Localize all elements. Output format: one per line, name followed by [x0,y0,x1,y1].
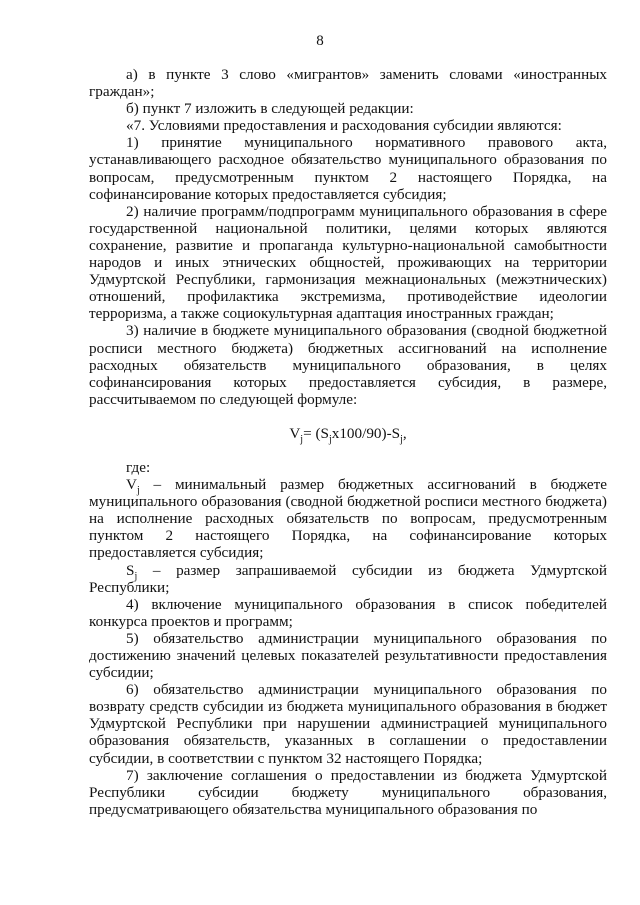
vj-definition-text: – минимальный размер бюджетных ассигнований в бюджете муниципального образования (сводной бюджетной росписи местного бюджета) на исполнение расходных обязательств по вопросам, предусмотренным пунктом 2 настоящего Порядка, на софинансирование которых предоставляется субсидия; [89,476,607,562]
formula-tail-sub: j [400,433,403,445]
definition-vj [89,476,607,561]
formula-lhs-sub: j [300,433,304,445]
paragraph-clause-7: «7. Условиями предоставления и расходования субсидии являются: [126,117,562,135]
formula [89,424,607,445]
condition-2: 2) наличие программ/подпрограмм муниципального образования в сфере государственной национальной политики, целями которых являются сохранение, развитие и пропаганда культурно-национальной самобытности народов и иных этнических общностей, проживающих на территории Удмуртской Республики, гармонизация межнациональных (межэтнических) отношений, профилактика экстремизма, противодействие идеологии терроризма, а также социокультурная адаптация иностранных граждан; [89,202,607,323]
formula-lhs: V [289,424,301,442]
formula-tail: x100/90)-S [331,424,401,442]
sj-subscript: j [134,570,138,582]
formula-end: , [402,424,407,442]
condition-6: 6) обязательство администрации муниципального образования по возврату средств субсидии из бюджета муниципального образования в бюджет Удмуртской Республики при нарушении администрацией муниципального образования обязательств, указанных в соглашении о предоставлении субсидии, в соответствии с пунктом 32 настоящего Порядка; [89,681,607,767]
sj-definition-text: – размер запрашиваемой субсидии из бюджета Удмуртской Республики; [89,561,607,596]
formula-mid: = (S [303,424,329,442]
page-number: 8 [316,33,324,49]
condition-3: 3) наличие в бюджете муниципального образования (сводной бюджетной росписи местного бюджета) бюджетных ассигнований на исполнение расходных обязательств муниципального образования, в целях софинансирования которых предоставляется субсидия, в размере, рассчитываемом по следующей формуле: [89,322,607,408]
definition-sj [89,562,607,596]
condition-4: 4) включение муниципального образования в список победителей конкурса проектов и программ; [89,595,607,630]
sj-symbol: S [126,561,135,579]
condition-5: 5) обязательство администрации муниципального образования по достижению значений целевых показателей результативности предоставления субсидии; [89,629,607,682]
paragraph-b: б) пункт 7 изложить в следующей редакции: [126,100,414,118]
document-body [89,66,607,818]
vj-subscript: j [136,485,140,497]
paragraph-a: а) в пункте 3 слово «мигрантов» заменить словами «иностранных граждан»; [89,66,607,101]
where-label: где: [126,458,151,476]
vj-symbol: V [126,476,137,494]
formula-mid-sub: j [328,433,332,445]
condition-7: 7) заключение соглашения о предоставлении из бюджета Удмуртской Республики субсидии бюджету муниципального образования, предусматривающего обязательства муниципального образования по [89,766,607,818]
condition-1: 1) принятие муниципального нормативного правового акта, устанавливающего расходное обязательство муниципального образования по вопросам, предусмотренным пунктом 2 настоящего Порядка, на софинансирование которых предоставляется субсидия; [89,134,607,203]
